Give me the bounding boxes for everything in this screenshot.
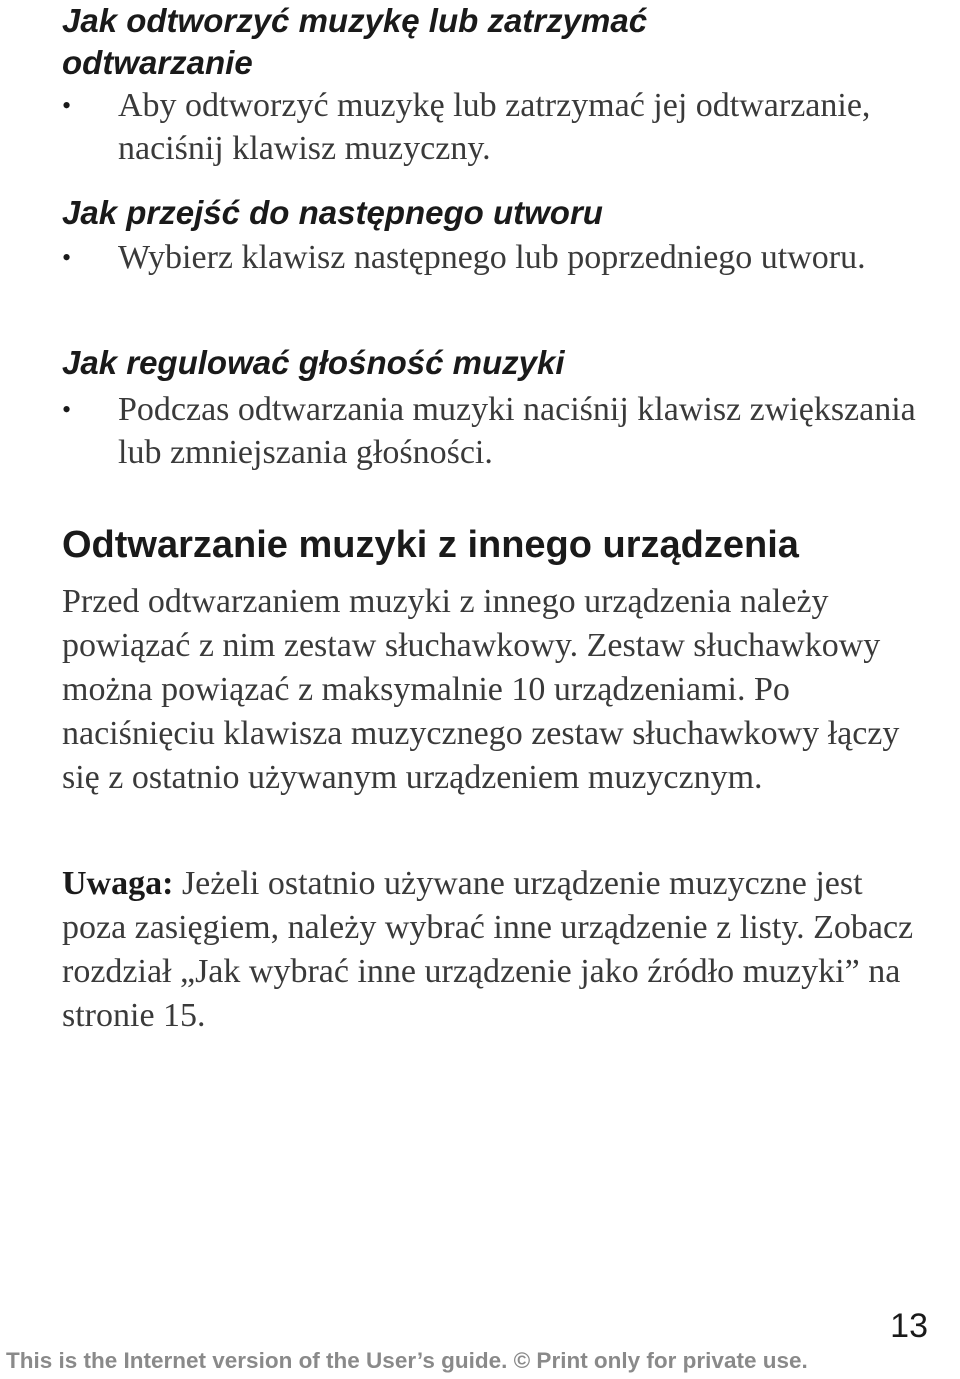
task-heading-volume: Jak regulować głośność muzyki	[62, 344, 565, 381]
task-heading-play-pause: Jak odtworzyć muzykę lub zatrzymać odtwarzanie	[62, 2, 648, 81]
list-item	[62, 84, 922, 170]
page-number: 13	[890, 1307, 928, 1345]
bullet-text: Wybierz klawisz następnego lub poprzedniego utworu.	[118, 239, 866, 276]
note-paragraph	[62, 862, 922, 1038]
note-label: Uwaga:	[62, 865, 174, 902]
section-paragraph: Przed odtwarzaniem muzyki z innego urządzenia należy powiązać z nim zestaw słuchawkowy. Zestaw słuchawkowy można powiązać z maksymalnie 10 urządzeniami. Po naciśnięciu klawisza muzycznego zestaw słuchawkowy łączy się z ostatnio używanym urządzeniem muzycznym.	[62, 583, 900, 796]
list-item	[62, 388, 922, 474]
bullet-text: Podczas odtwarzania muzyki naciśnij klawisz zwiększania lub zmniejszania głośności.	[118, 391, 916, 471]
bullet-icon: •	[62, 243, 72, 272]
note-text: Jeżeli ostatnio używane urządzenie muzyczne jest poza zasięgiem, należy wybrać inne urządzenie z listy. Zobacz rozdział „Jak wybrać inne urządzenie jako źródło muzyki” na stronie 15.	[62, 865, 914, 1034]
task-heading-next-track: Jak przejść do następnego utworu	[62, 194, 603, 231]
bullet-icon: •	[62, 395, 72, 424]
bullet-icon: •	[62, 91, 72, 120]
section-title: Odtwarzanie muzyki z innego urządzenia	[62, 524, 799, 566]
list-item	[62, 236, 922, 279]
footer-notice: This is the Internet version of the User’s guide. © Print only for private use.	[6, 1348, 808, 1373]
bullet-text: Aby odtworzyć muzykę lub zatrzymać jej odtwarzanie, naciśnij klawisz muzyczny.	[118, 87, 871, 167]
